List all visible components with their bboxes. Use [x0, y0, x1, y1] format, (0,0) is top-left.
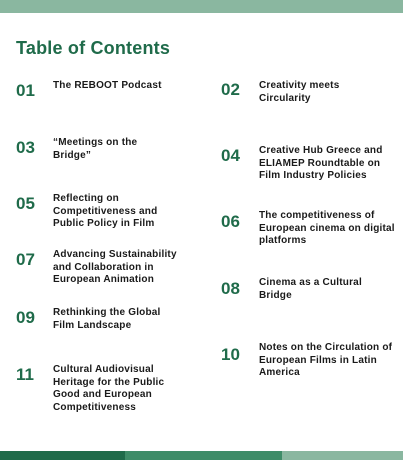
footer-segment-light — [282, 451, 403, 460]
toc-label: Notes on the Circulation of European Films in Latin America — [259, 342, 393, 378]
footer-segment-mid — [125, 451, 282, 460]
toc-label: Rethinking the Global Film Landscape — [53, 307, 161, 331]
toc-number: 10 — [221, 345, 240, 364]
toc-label: Creative Hub Greece and ELIAMEP Roundtable on Film Industry Policies — [259, 145, 383, 181]
toc-number: 02 — [221, 80, 240, 99]
footer-decorative-bar — [0, 451, 403, 460]
toc-label: Advancing Sustainability and Collaboration in European Animation — [53, 249, 177, 285]
toc-number: 03 — [16, 138, 35, 157]
footer-segment-dark — [0, 451, 125, 460]
toc-label: Cinema as a Cultural Bridge — [259, 277, 362, 301]
toc-label: “Meetings on the Bridge” — [53, 137, 138, 161]
toc-number: 08 — [221, 279, 240, 298]
top-decorative-bar — [0, 0, 403, 13]
toc-number: 07 — [16, 250, 35, 269]
toc-number: 11 — [16, 365, 34, 384]
toc-number: 09 — [16, 308, 35, 327]
toc-number: 01 — [16, 81, 35, 100]
toc-label: Cultural Audiovisual Heritage for the Public Good and European Competitiveness — [53, 364, 165, 413]
toc-number: 04 — [221, 146, 240, 165]
toc-label: Reflecting on Competitiveness and Public Policy in Film — [53, 193, 158, 229]
toc-number: 05 — [16, 194, 35, 213]
toc-label: Creativity meets Circularity — [259, 80, 340, 104]
page-title: Table of Contents — [16, 38, 171, 58]
toc-label: The competitiveness of European cinema on digital platforms — [259, 210, 395, 246]
toc-label: The REBOOT Podcast — [53, 80, 162, 91]
toc-number: 06 — [221, 212, 240, 231]
